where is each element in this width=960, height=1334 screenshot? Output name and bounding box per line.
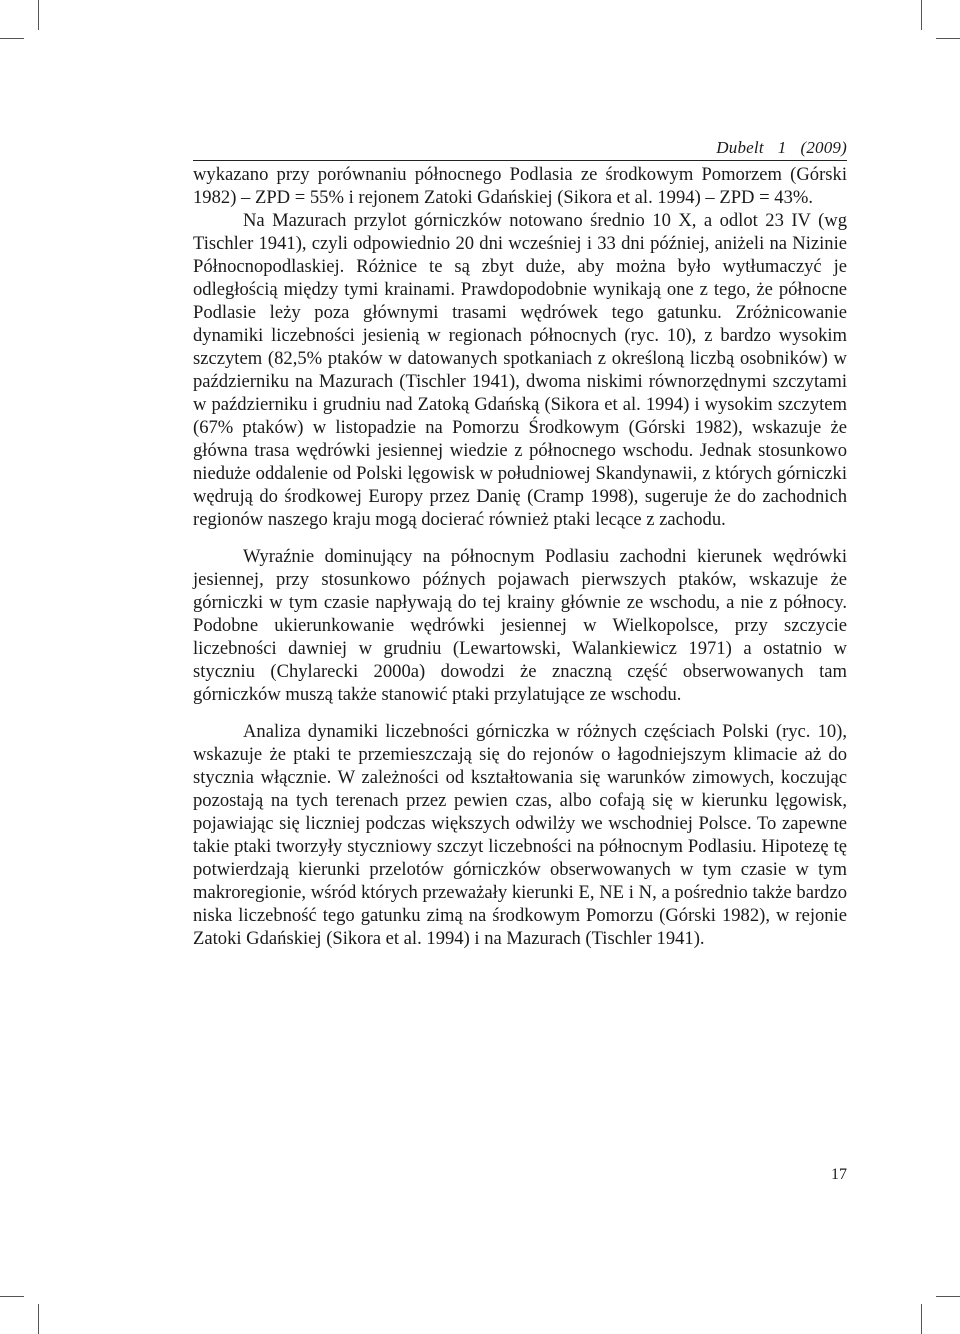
- journal-year: (2009): [800, 138, 847, 157]
- journal-name: Dubelt: [716, 138, 764, 157]
- crop-mark-top-right: [921, 0, 922, 30]
- crop-mark-bottom-left: [38, 1304, 39, 1334]
- paragraph: Wyraźnie dominujący na północnym Podlasiu zachodni kierunek wędrówki jesiennej, przy stosunkowo późnych pojawach pierwszych ptaków, wskazuje że górniczki w tym czasie napływają do tej krainy głównie ze wschodu, a nie z północy. Podobne ukierunkowanie wędrówki jesiennej w Wielkopolsce, przy szczycie liczebności dawniej w grudniu (Lewartowski, Walankiewicz 1971) a ostatnio w styczniu (Chylarecki 2000a) dowodzi że znaczną część obserwowanych tam górniczków muszą także stanowić ptaki przylatujące ze wschodu.: [193, 546, 847, 705]
- journal-volume: 1: [777, 138, 787, 157]
- paragraph-continued: wykazano przy porównaniu północnego Podlasia ze środkowym Pomorzem (Górski 1982) – ZPD = 55% i rejonem Zatoki Gdańskiej (Sikora et al. 1994) – ZPD = 43%.: [193, 164, 847, 208]
- crop-mark-top-left: [38, 0, 39, 30]
- paragraph: Na Mazurach przylot górniczków notowano średnio 10 X, a odlot 23 IV (wg Tischler 1941), czyli odpowiednio 20 dni wcześniej i 33 dni później, aniżeli na Nizinie Północnopodlaskiej. Różnice te są zbyt duże, aby można było wytłumaczyć je odległością między tymi krainami. Prawdopodobnie wynikają one z tego, że północne Podlasie leży poza głównymi trasami wędrówek tego gatunku. Zróżnicowanie dynamiki liczebności jesienią w regionach północnych (ryc. 10), z bardzo wysokim szczytem (82,5% ptaków w datowanych spotkaniach z określoną liczbą osobników) w październiku na Mazurach (Tischler 1941), dwoma niskimi równorzędnymi szczytami w październiku i grudniu nad Zatoką Gdańską (Sikora et al. 1994) i wysokim szczytem (67% ptaków) w listopadzie na Pomorzu Środkowym (Górski 1982), wskazuje że główna trasa wędrówki jesiennej wiedzie z północnego wschodu. Jednak stosunkowo nieduże oddalenie od Polski lęgowisk w południowej Skandynawii, z których górniczki wędrują do środkowej Europy przez Danię (Cramp 1998), sugeruje że do zachodnich regionów naszego kraju mogą docierać również ptaki lecące z zachodu.: [193, 210, 847, 530]
- article-body: [193, 163, 847, 950]
- crop-mark-top-right-h: [936, 38, 960, 39]
- crop-mark-bottom-left-h: [0, 1296, 24, 1297]
- running-header: [193, 138, 847, 161]
- crop-mark-bottom-right: [921, 1304, 922, 1334]
- paragraph: Analiza dynamiki liczebności górniczka w różnych częściach Polski (ryc. 10), wskazuje że ptaki te przemieszczają się do rejonów o łagodniejszym klimacie aż do stycznia włącznie. W zależności od kształtowania się warunków zimowych, koczując pozostają na tych terenach przez pewien czas, albo cofają się w kierunku lęgowisk, pojawiając się liczniej podczas większych odwilży we wschodniej Polsce. To zapewne takie ptaki tworzyły styczniowy szczyt liczebności na północnym Podlasiu. Hipotezę tę potwierdzają kierunki przelotów górniczków obserwowanych w tym czasie w tym makroregionie, wśród których przeważały kierunki E, NE i N, a pośrednio także bardzo niska liczebność tego gatunku zimą na środkowym Pomorzu (Górski 1982), w rejonie Zatoki Gdańskiej (Sikora et al. 1994) i na Mazurach (Tischler 1941).: [193, 721, 847, 949]
- crop-mark-top-left-h: [0, 38, 24, 39]
- page-number: 17: [831, 1166, 847, 1183]
- crop-mark-bottom-right-h: [936, 1296, 960, 1297]
